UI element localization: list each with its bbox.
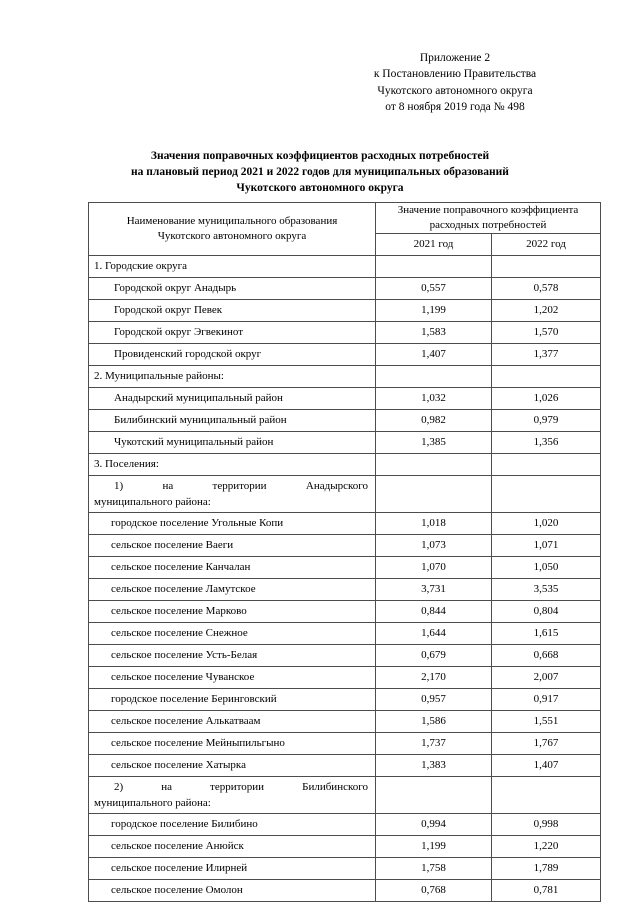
cell-value-2022: 0,578 (492, 278, 601, 300)
row-label-settle: сельское поселение Канчалан (89, 557, 376, 579)
cell-value-2022 (492, 256, 601, 278)
title-line-1: Значения поправочных коэффициентов расходных потребностей (150, 150, 490, 162)
cell-value-2022 (492, 476, 601, 513)
cell-value-2021: 1,385 (376, 432, 492, 454)
cell-value-2021: 1,583 (376, 322, 492, 344)
column-header-coefficient-line2: расходных потребностей (429, 219, 547, 231)
table-row (89, 814, 601, 836)
row-label-settle: сельское поселение Усть-Белая (89, 645, 376, 667)
table-head (89, 203, 601, 256)
header-line-date-number: от 8 ноября 2019 года № 498 (385, 100, 525, 113)
cell-value-2021: 1,383 (376, 755, 492, 777)
cell-value-2022: 1,071 (492, 535, 601, 557)
row-label-entity: Городской округ Певек (89, 300, 376, 322)
row-label-settle: сельское поселение Мейныпильгыно (89, 733, 376, 755)
cell-value-2021: 1,407 (376, 344, 492, 366)
page-title (70, 148, 570, 196)
row-label-settle: сельское поселение Марково (89, 601, 376, 623)
cell-value-2021 (376, 777, 492, 814)
row-label-section: 1. Городские округа (89, 256, 376, 278)
row-label-group-line2: муниципального района: (94, 496, 211, 508)
row-label-entity: Провиденский городской округ (89, 344, 376, 366)
cell-value-2022: 1,767 (492, 733, 601, 755)
column-header-coefficient-line1: Значение поправочного коэффициента (397, 204, 579, 216)
column-header-coefficient (376, 203, 601, 234)
cell-value-2022: 0,979 (492, 410, 601, 432)
row-label-entity: Билибинский муниципальный район (89, 410, 376, 432)
row-label-settle: городское поселение Угольные Копи (89, 513, 376, 535)
table-row (89, 300, 601, 322)
table-row (89, 322, 601, 344)
cell-value-2022: 1,570 (492, 322, 601, 344)
header-line-appendix: Приложение 2 (419, 52, 491, 64)
table-row (89, 711, 601, 733)
row-label-entity: Чукотский муниципальный район (89, 432, 376, 454)
cell-value-2021: 1,032 (376, 388, 492, 410)
cell-value-2022: 0,804 (492, 601, 601, 623)
cell-value-2021: 1,586 (376, 711, 492, 733)
table-row (89, 689, 601, 711)
row-label-settle: сельское поселение Омолон (89, 880, 376, 902)
row-label-entity: Городской округ Эгвекинот (89, 322, 376, 344)
row-label-settle: сельское поселение Чуванское (89, 667, 376, 689)
row-label-settle: сельское поселение Ваеги (89, 535, 376, 557)
row-label-settle: сельское поселение Снежное (89, 623, 376, 645)
cell-value-2022: 1,356 (492, 432, 601, 454)
table-body (89, 256, 601, 902)
cell-value-2022: 1,789 (492, 858, 601, 880)
row-label-group (89, 777, 376, 814)
cell-value-2022: 1,020 (492, 513, 601, 535)
table-row (89, 667, 601, 689)
table-row (89, 623, 601, 645)
table-row (89, 256, 601, 278)
cell-value-2021 (376, 366, 492, 388)
cell-value-2022: 2,007 (492, 667, 601, 689)
cell-value-2021 (376, 476, 492, 513)
cell-value-2021: 1,199 (376, 836, 492, 858)
cell-value-2022: 1,202 (492, 300, 601, 322)
cell-value-2021: 1,073 (376, 535, 492, 557)
table-row (89, 836, 601, 858)
table-row (89, 601, 601, 623)
row-label-settle: городское поселение Беринговский (89, 689, 376, 711)
table-row (89, 579, 601, 601)
cell-value-2021: 2,170 (376, 667, 492, 689)
cell-value-2021: 0,957 (376, 689, 492, 711)
table-row (89, 410, 601, 432)
cell-value-2022: 1,377 (492, 344, 601, 366)
column-header-municipality-line1: Наименование муниципального образования (126, 215, 338, 227)
cell-value-2021: 1,018 (376, 513, 492, 535)
cell-value-2021: 0,557 (376, 278, 492, 300)
table-row (89, 535, 601, 557)
cell-value-2022: 1,615 (492, 623, 601, 645)
cell-value-2021: 0,982 (376, 410, 492, 432)
cell-value-2022: 0,998 (492, 814, 601, 836)
title-line-2: на плановый период 2021 и 2022 годов для муниципальных образований (131, 166, 509, 178)
row-label-settle: сельское поселение Ламутское (89, 579, 376, 601)
header-line-region: Чукотского автономного округа (377, 84, 533, 97)
cell-value-2022: 1,220 (492, 836, 601, 858)
cell-value-2021: 1,644 (376, 623, 492, 645)
row-label-settle: сельское поселение Илирней (89, 858, 376, 880)
title-line-3: Чукотского автономного округа (236, 182, 404, 194)
table-row (89, 513, 601, 535)
coefficients-table-container (88, 202, 600, 902)
table-row (89, 880, 601, 902)
cell-value-2021: 1,758 (376, 858, 492, 880)
row-label-group-line1: 2) на территории Билибинского (114, 781, 368, 793)
cell-value-2021 (376, 256, 492, 278)
table-row (89, 557, 601, 579)
row-label-settle: городское поселение Билибино (89, 814, 376, 836)
cell-value-2022: 1,050 (492, 557, 601, 579)
column-header-municipality-line2: Чукотского автономного округа (157, 230, 307, 242)
table-row (89, 344, 601, 366)
table-row (89, 733, 601, 755)
cell-value-2021: 1,737 (376, 733, 492, 755)
table-row (89, 366, 601, 388)
row-label-section: 3. Поселения: (89, 454, 376, 476)
row-label-group-line1: 1) на территории Анадырского (114, 480, 368, 492)
cell-value-2021: 1,199 (376, 300, 492, 322)
cell-value-2021: 3,731 (376, 579, 492, 601)
table-row (89, 388, 601, 410)
row-label-entity: Анадырский муниципальный район (89, 388, 376, 410)
cell-value-2022: 0,781 (492, 880, 601, 902)
cell-value-2021: 0,994 (376, 814, 492, 836)
cell-value-2022: 1,407 (492, 755, 601, 777)
table-row (89, 858, 601, 880)
cell-value-2022 (492, 454, 601, 476)
cell-value-2022 (492, 777, 601, 814)
table-row (89, 645, 601, 667)
cell-value-2021: 0,679 (376, 645, 492, 667)
table-row (89, 278, 601, 300)
column-header-year-2022: 2022 год (492, 234, 601, 256)
column-header-municipality (89, 203, 376, 256)
cell-value-2022: 1,551 (492, 711, 601, 733)
cell-value-2022: 0,668 (492, 645, 601, 667)
table-row (89, 777, 601, 814)
cell-value-2021 (376, 454, 492, 476)
row-label-settle: сельское поселение Анюйск (89, 836, 376, 858)
row-label-settle: сельское поселение Хатырка (89, 755, 376, 777)
row-label-entity: Городской округ Анадырь (89, 278, 376, 300)
cell-value-2022: 0,917 (492, 689, 601, 711)
row-label-section: 2. Муниципальные районы: (89, 366, 376, 388)
table-row (89, 454, 601, 476)
table-row (89, 755, 601, 777)
header-line-decree: к Постановлению Правительства (373, 68, 537, 81)
document-header-block (310, 50, 600, 115)
cell-value-2022 (492, 366, 601, 388)
table-header-row-main (89, 203, 601, 234)
column-header-year-2021: 2021 год (376, 234, 492, 256)
cell-value-2022: 3,535 (492, 579, 601, 601)
cell-value-2022: 1,026 (492, 388, 601, 410)
cell-value-2021: 0,768 (376, 880, 492, 902)
cell-value-2021: 0,844 (376, 601, 492, 623)
row-label-group-line2: муниципального района: (94, 797, 211, 809)
cell-value-2021: 1,070 (376, 557, 492, 579)
row-label-settle: сельское поселение Алькатваам (89, 711, 376, 733)
table-row (89, 432, 601, 454)
coefficients-table (88, 202, 601, 902)
row-label-group (89, 476, 376, 513)
table-row (89, 476, 601, 513)
